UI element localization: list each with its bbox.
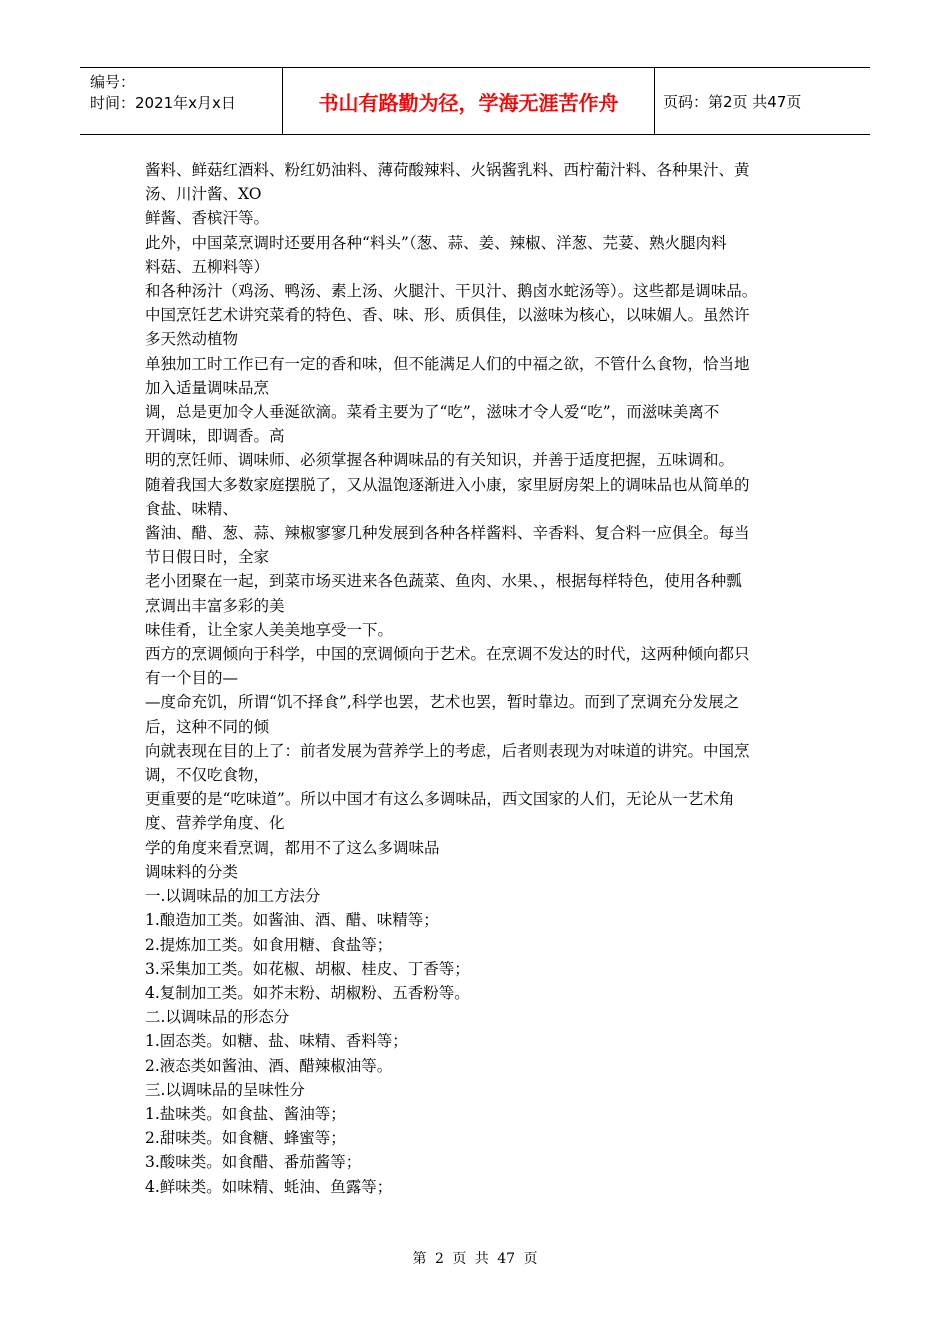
body-line: 调味料的分类 <box>145 862 239 881</box>
document-body <box>145 158 813 1199</box>
body-line: 明的烹饪师、调味师、必须掌握各种调味品的有关知识，并善于适度把握，五味调和。 <box>145 451 735 470</box>
footer-ye-2: 页 <box>523 1251 538 1267</box>
body-line: 2.液态类如酱油、酒、醋辣椒油等。 <box>145 1056 393 1075</box>
footer-gong: 共 <box>474 1251 489 1267</box>
body-line: 三.以调味品的呈味性分 <box>145 1080 305 1099</box>
body-line: 随着我国大多数家庭摆脱了，又从温饱逐渐进入小康，家里厨房架上的调味品也从简单的 <box>145 475 750 494</box>
body-line: 节日假日时，全家 <box>145 548 270 567</box>
body-line: 中国烹饪艺术讲究菜肴的特色、香、味、形、质俱佳，以滋味为核心，以味媚人。虽然许 <box>145 306 750 325</box>
body-line: 学的角度来看烹调，都用不了这么多调味品 <box>145 838 440 857</box>
body-line: 后，这种不同的倾 <box>145 717 270 736</box>
body-line: 鲜酱、香槟汗等。 <box>145 209 270 228</box>
body-line: 酱料、鲜菇红酒料、粉红奶油料、薄荷酸辣料、火锅酱乳料、西柠葡汁料、各种果汁、黄 <box>145 161 750 179</box>
body-line: 3.酸味类。如食醋、番茄酱等； <box>145 1153 362 1172</box>
body-line: 1.固态类。如糖、盐、味精、香料等； <box>145 1032 408 1051</box>
body-line: 和各种汤汁（鸡汤、鸭汤、素上汤、火腿汁、干贝汁、鹅卤水蛇汤等）。这些都是调味品。 <box>145 282 758 301</box>
body-line: 西方的烹调倾向于科学，中国的烹调倾向于艺术。在烹调不发达的时代，这两种倾向都只 <box>145 645 750 664</box>
body-line: 4.鲜味类。如味精、蚝油、鱼露等； <box>145 1177 393 1196</box>
body-line: 更重要的是“吃味道”。所以中国才有这么多调味品，西文国家的人们，无论从一艺术角 <box>145 790 735 809</box>
doc-date-label: 时间：2021年x月x日 <box>90 94 236 112</box>
body-line: 1.酿造加工类。如酱油、酒、醋、味精等； <box>145 911 439 930</box>
body-line: 1.盐味类。如食盐、酱油等； <box>145 1104 346 1123</box>
body-line: 多天然动植物 <box>145 330 239 349</box>
body-line: 度、营养学角度、化 <box>145 814 285 833</box>
header-meta <box>80 68 282 134</box>
header-motto: 书山有路勤为径，学海无涯苦作舟 <box>282 68 655 134</box>
header-page-label: 页码：第2页 共47页 <box>663 92 802 111</box>
body-line: 4.复制加工类。如芥末粉、胡椒粉、五香粉等。 <box>145 983 470 1002</box>
body-line: 食盐、味精、 <box>145 499 239 518</box>
page-footer <box>0 1248 950 1268</box>
footer-di: 第 <box>412 1251 427 1267</box>
body-line: 老小团聚在一起，到菜市场买进来各色蔬菜、鱼肉、水果、，根据每样特色，使用各种瓢 <box>145 572 742 591</box>
body-line: 调，不仅吃食物， <box>145 766 270 785</box>
body-line: 向就表现在目的上了：前者发展为营养学上的考虑，后者则表现为对味道的讲究。中国烹 <box>145 741 750 760</box>
body-line: 味佳肴，让全家人美美地享受一下。 <box>145 620 394 639</box>
body-line: 一.以调味品的加工方法分 <box>145 887 321 906</box>
body-line: 调，总是更加令人垂涎欲滴。菜肴主要为了“吃”，滋味才令人爱“吃”，而滋味美离不 <box>145 403 720 422</box>
body-line: 3.采集加工类。如花椒、胡椒、桂皮、丁香等； <box>145 959 470 978</box>
body-line: 有一个目的— <box>145 669 239 688</box>
footer-ye: 页 <box>452 1251 467 1267</box>
doc-number-label: 编号： <box>90 73 136 91</box>
body-line: 加入适量调味品烹 <box>145 378 270 397</box>
body-line: 单独加工时工作已有一定的香和味，但不能满足人们的中福之欲，不管什么食物，恰当地 <box>145 354 750 373</box>
footer-total-pages: 47 <box>497 1251 516 1267</box>
page-header <box>80 67 870 135</box>
body-line: 汤、川汁酱、XO <box>145 185 262 204</box>
body-line: 开调味，即调香。高 <box>145 427 285 446</box>
body-line: 2.甜味类。如食糖、蜂蜜等； <box>145 1129 346 1148</box>
body-line: 二.以调味品的形态分 <box>145 1008 290 1027</box>
body-line: 2.提炼加工类。如食用糖、食盐等； <box>145 935 393 954</box>
body-line: 烹调出丰富多彩的美 <box>145 596 285 615</box>
body-line: 料菇、五柳料等） <box>145 257 270 276</box>
footer-page-number: 2 <box>434 1251 444 1267</box>
body-line: 酱油、醋、葱、蒜、辣椒寥寥几种发展到各种各样酱料、辛香料、复合料一应俱全。每当 <box>145 524 750 543</box>
body-line: 此外，中国菜烹调时还要用各种“料头”（葱、蒜、姜、辣椒、洋葱、芫荽、熟火腿肉料 <box>145 233 727 252</box>
body-line: —度命充饥，所谓“饥不择食”,科学也罢，艺术也罢，暂时靠边。而到了烹调充分发展之 <box>145 693 740 712</box>
